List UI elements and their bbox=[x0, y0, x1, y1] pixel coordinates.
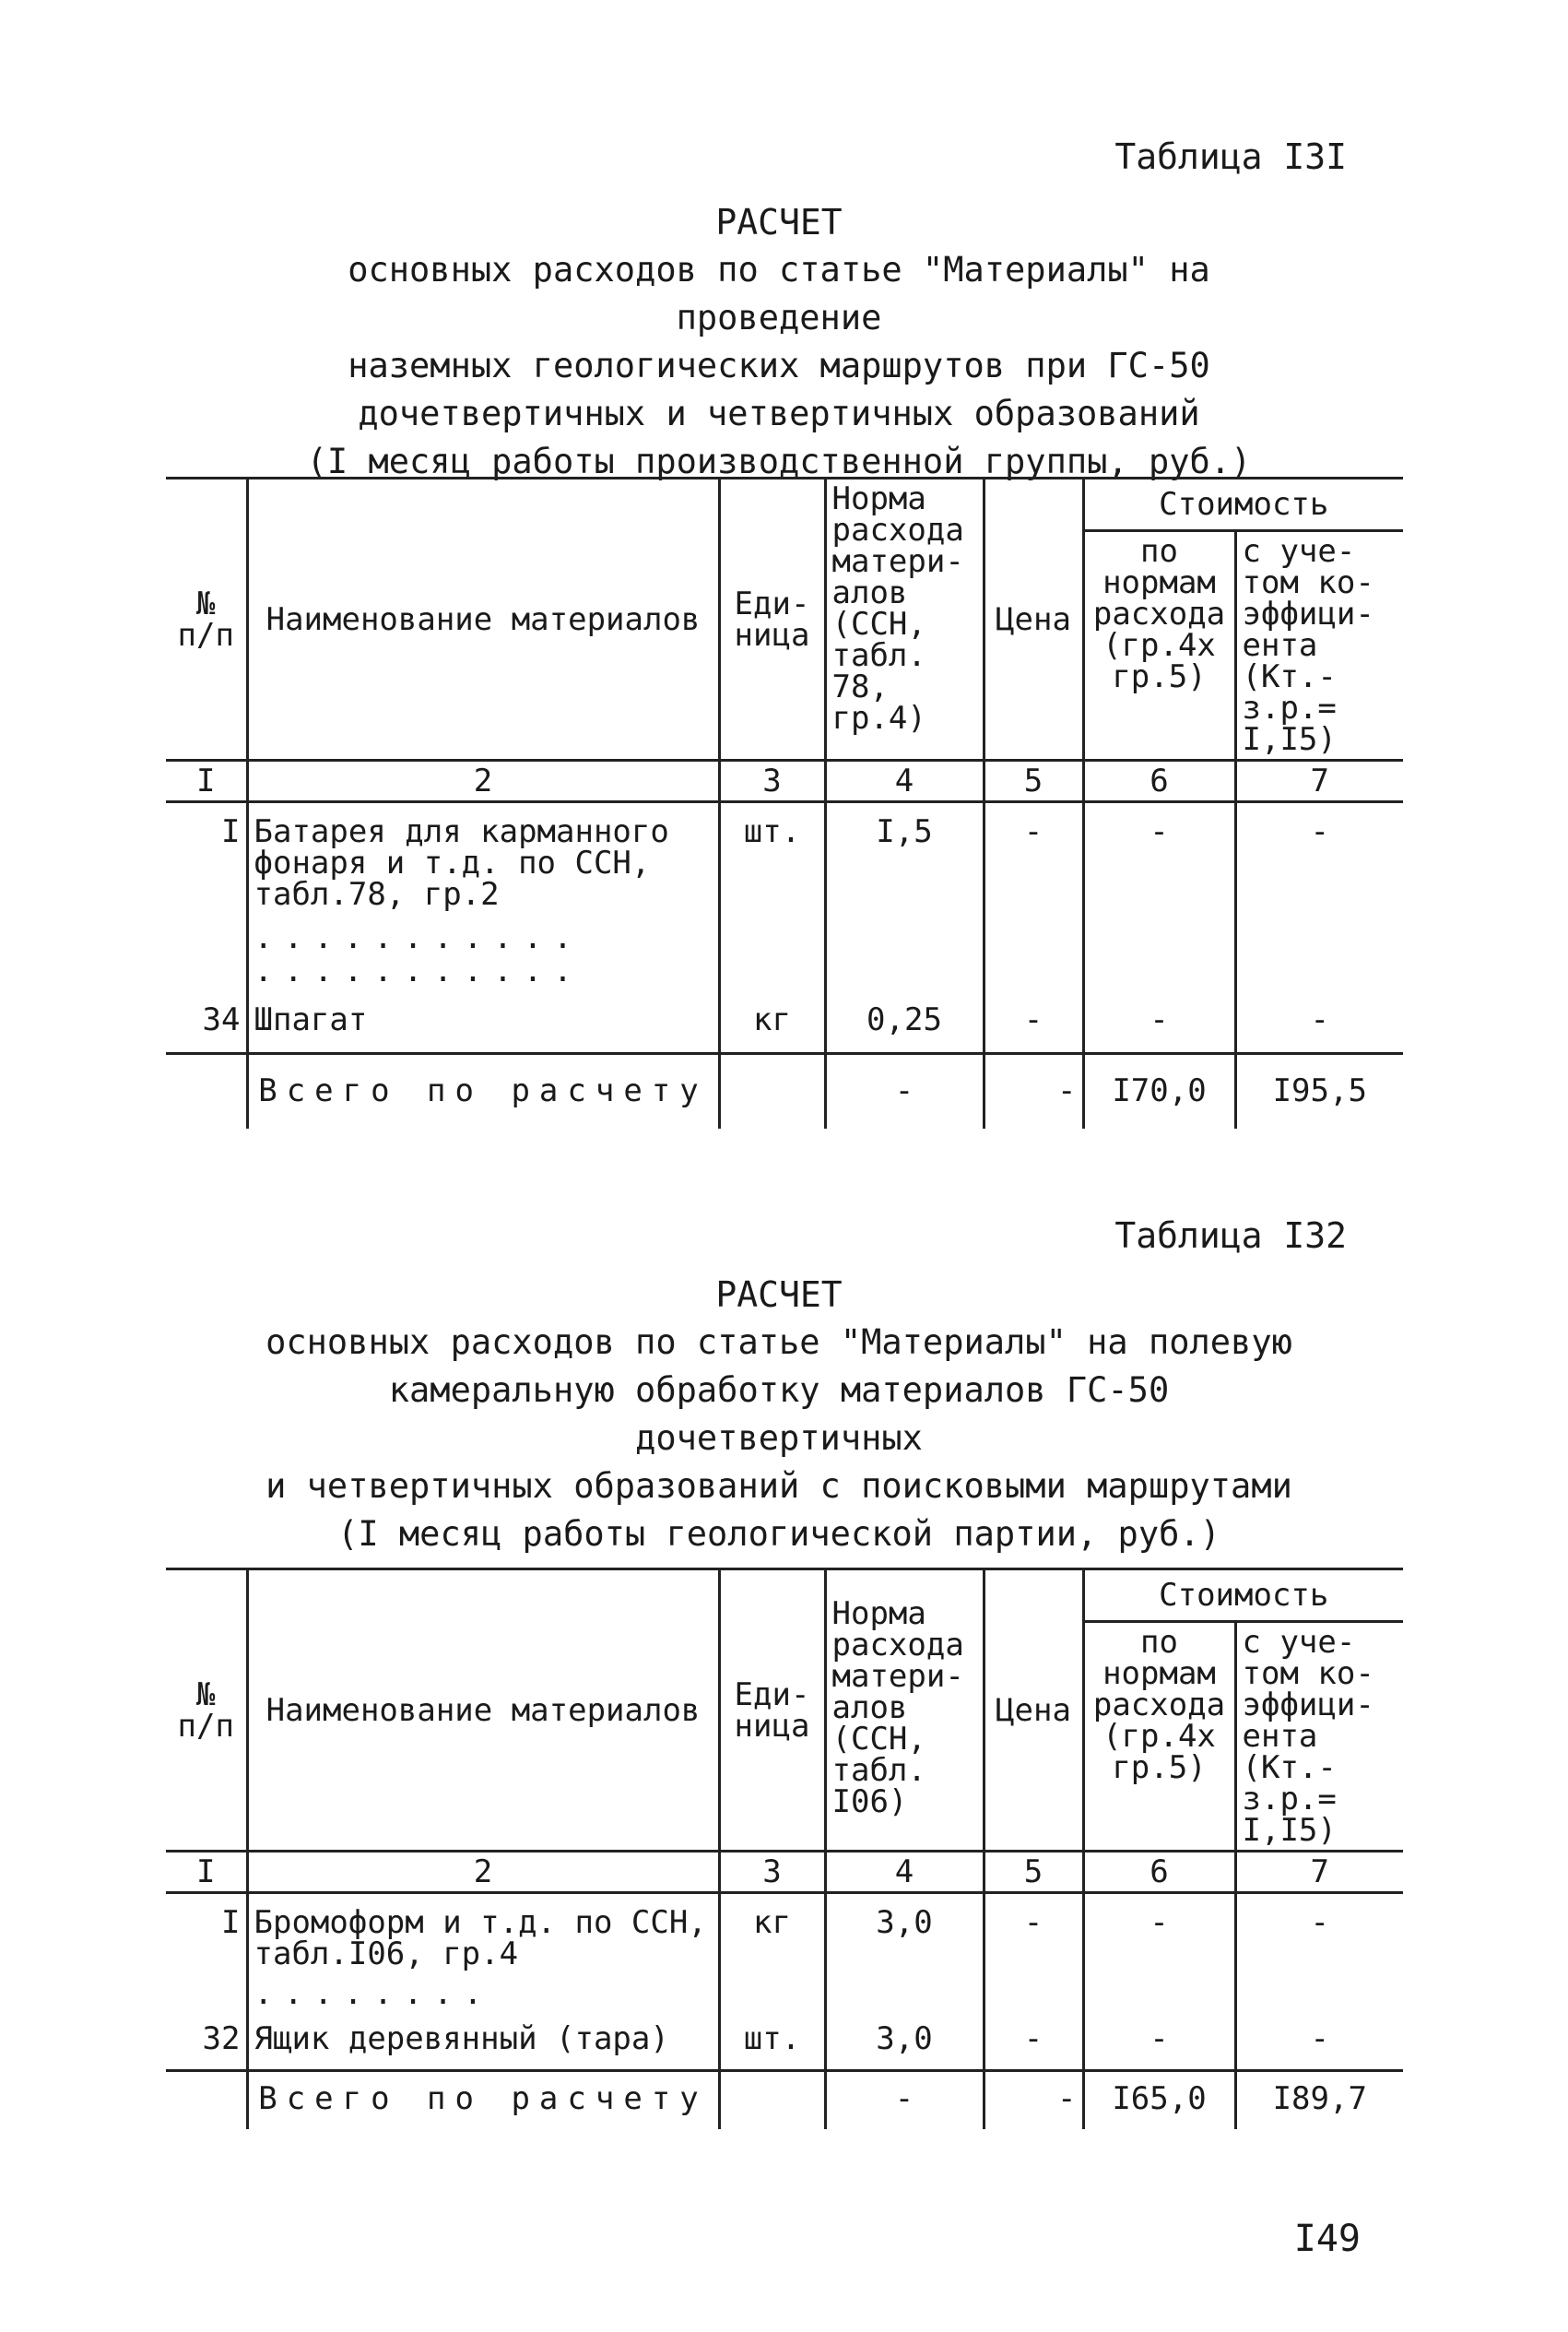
page-number: I49 bbox=[1293, 2218, 1361, 2260]
header-cost-coef: с уче- том ко- эффици- ента (Кт.-з.р.= I,I5) bbox=[1235, 531, 1403, 761]
table-131-subtitle-2: наземных геологических маршрутов при ГС-50 bbox=[348, 346, 1210, 385]
col-number-1: I bbox=[166, 761, 247, 802]
col-number-5: 5 bbox=[984, 1852, 1083, 1893]
total-row: Всего по расчету - - I70,0 I95,5 bbox=[166, 1054, 1403, 1130]
table-132-label: Таблица I32 bbox=[1114, 1215, 1347, 1256]
col-number-2: 2 bbox=[247, 1852, 719, 1893]
table-131-label: Таблица I3I bbox=[1114, 136, 1347, 177]
header-num: № п/п bbox=[166, 479, 247, 761]
header-cost: Стоимость bbox=[1083, 1569, 1403, 1622]
header-cost-norm: по нормам расхода (гр.4х гр.5) bbox=[1083, 1622, 1235, 1852]
table-131-subtitle-4: (I месяц работы производственной группы, руб.) bbox=[306, 442, 1252, 481]
table-131-subtitle-1: основных расходов по статье "Материалы" на проведение bbox=[348, 250, 1210, 337]
col-number-6: 6 bbox=[1083, 1852, 1235, 1893]
header-unit: Еди- ница bbox=[719, 1569, 825, 1852]
table-132 bbox=[166, 1568, 1403, 2129]
total-label: Всего по расчету bbox=[247, 1054, 719, 1130]
table-row: I Бромоформ и т.д. по ССН, табл.I06, гр.4 кг 3,0 - - - bbox=[166, 1893, 1403, 1974]
table-row: 32 Ящик деревянный (тара) шт. 3,0 - - - bbox=[166, 2014, 1403, 2071]
dots-line: ........... bbox=[253, 953, 584, 989]
dots-row bbox=[166, 914, 1403, 991]
table-132-subtitle-1: основных расходов по статье "Материалы" на полевую bbox=[265, 1322, 1292, 1362]
table-131 bbox=[166, 477, 1403, 1129]
table-132-subtitle-4: (I месяц работы геологической партии, руб.) bbox=[337, 1514, 1220, 1554]
col-number-3: 3 bbox=[719, 761, 825, 802]
total-label: Всего по расчету bbox=[247, 2071, 719, 2130]
dots-line: ........... bbox=[253, 919, 584, 956]
col-number-6: 6 bbox=[1083, 761, 1235, 802]
table-132-title: РАСЧЕТ bbox=[715, 1274, 843, 1315]
header-norm: Норма расхода матери- алов (ССН, табл. 78, гр.4) bbox=[825, 479, 984, 761]
col-number-4: 4 bbox=[825, 761, 984, 802]
total-row: Всего по расчету - - I65,0 I89,7 bbox=[166, 2071, 1403, 2130]
header-cost-coef: с уче- том ко- эффици- ента (Кт.-з.р.= I,I5) bbox=[1235, 1622, 1403, 1852]
table-132-subtitle-3: и четвертичных образований с поисковыми маршрутами bbox=[265, 1466, 1292, 1506]
header-price: Цена bbox=[984, 1569, 1083, 1852]
dots-row bbox=[166, 1973, 1403, 2014]
dots-line: ........ bbox=[247, 1973, 719, 2014]
col-number-1: I bbox=[166, 1852, 247, 1893]
header-name: Наименование материалов bbox=[247, 1569, 719, 1852]
header-unit: Еди- ница bbox=[719, 479, 825, 761]
col-number-2: 2 bbox=[247, 761, 719, 802]
table-row: I Батарея для карманного фонаря и т.д. по ССН, табл.78, гр.2 шт. I,5 - - - bbox=[166, 802, 1403, 915]
table-131-subtitle-3: дочетвертичных и четвертичных образований bbox=[358, 394, 1200, 433]
col-number-3: 3 bbox=[719, 1852, 825, 1893]
header-num: № п/п bbox=[166, 1569, 247, 1852]
header-name: Наименование материалов bbox=[247, 479, 719, 761]
col-number-7: 7 bbox=[1235, 761, 1403, 802]
table-132-subtitle-2: камеральную обработку материалов ГС-50 дочетвертичных bbox=[388, 1370, 1170, 1458]
table-row: 34 Шпагат кг 0,25 - - - bbox=[166, 991, 1403, 1054]
col-number-4: 4 bbox=[825, 1852, 984, 1893]
header-cost-norm: по нормам расхода (гр.4х гр.5) bbox=[1083, 531, 1235, 761]
header-cost: Стоимость bbox=[1083, 479, 1403, 531]
table-132-heading bbox=[249, 1271, 1309, 1558]
header-price: Цена bbox=[984, 479, 1083, 761]
table-131-heading bbox=[249, 198, 1309, 486]
table-131-title: РАСЧЕТ bbox=[715, 202, 843, 243]
col-number-5: 5 bbox=[984, 761, 1083, 802]
col-number-7: 7 bbox=[1235, 1852, 1403, 1893]
header-norm: Норма расхода матери- алов (ССН, табл. I06) bbox=[825, 1569, 984, 1852]
